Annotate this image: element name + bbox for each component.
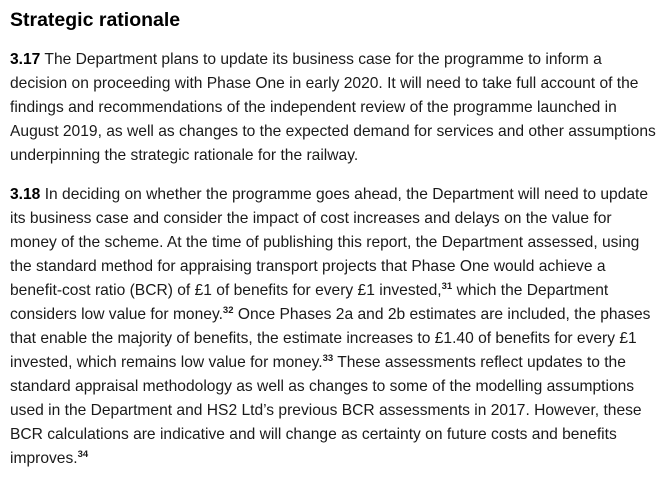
paragraph-number: 3.18 [10,186,41,203]
paragraph-text-segment: Once Phases 2a and 2b estimates are included, the phases that enable the majority of benefits, the estimate increases to £1.40 of benefits for every £1 invested, which remains low value for money. [10,306,651,371]
paragraph-text-segment: These assessments reflect updates to the standard appraisal methodology as well as changes to some of the modelling assumptions used in the Department and HS2 Ltd’s previous BCR assessments in 2017. However, these BCR calculations are indicative and will change as certainty on future costs and benefits improves. [10,354,642,467]
paragraph-number: 3.17 [10,51,41,68]
footnote-ref[interactable]: 31 [441,281,453,292]
section-heading: Strategic rationale [10,9,181,31]
footnote-ref[interactable]: 34 [77,449,89,460]
footnote-ref[interactable]: 32 [222,305,234,316]
paragraph-text-segment: which the Department considers low value for money. [10,282,609,323]
paragraph-3-17 [10,48,657,168]
paragraph-text: The Department plans to update its business case for the programme to inform a decision on proceeding with Phase One in early 2020. It will need to take full account of the findings and recommendations of the independent review of the programme launched in August 2019, as well as changes to the expected demand for services and other assumptions underpinning the strategic rationale for the railway. [10,51,656,164]
paragraph-3-18 [10,183,657,471]
paragraph-text-segment: In deciding on whether the programme goes ahead, the Department will need to update its business case and consider the impact of cost increases and delays on the value for money of the scheme. At the time of publishing this report, the Department assessed, using the standard method for appraising transport projects that Phase One would achieve a benefit-cost ratio (BCR) of £1 of benefits for every £1 invested, [10,186,649,299]
footnote-ref[interactable]: 33 [322,353,334,364]
